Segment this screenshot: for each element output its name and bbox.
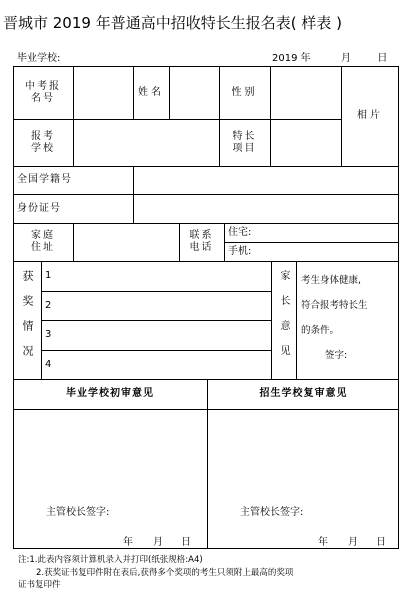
specialty-label: [219, 119, 270, 166]
award-field-2[interactable]: [73, 292, 271, 320]
awards-label-text: 获奖情况: [21, 270, 34, 370]
photo-box: 相片: [357, 110, 383, 121]
header-month: 月: [341, 53, 352, 64]
final-review-day: 日: [376, 537, 386, 548]
address-label-line-2: 住址: [31, 242, 55, 253]
initial-review-title: 毕业学校初审意见: [66, 388, 154, 399]
specialty-field[interactable]: [271, 120, 341, 166]
note-2: 2.获奖证书复印件附在表后,获得多个奖项的考生只须附上最高的奖项: [36, 568, 294, 578]
award-number-4: 4: [45, 358, 52, 370]
parent-statement: [301, 268, 397, 368]
home-phone-label: 住宅:: [228, 226, 252, 238]
parent-statement-line-3: 的条件。: [301, 325, 340, 336]
exam-no-label-line-2: 名号: [31, 92, 55, 104]
award-field-4[interactable]: [73, 351, 271, 379]
address-field[interactable]: [74, 224, 179, 261]
exam-no-label-line-1: 中考报: [25, 80, 61, 92]
final-review-year: 年: [318, 537, 328, 548]
mobile-field[interactable]: [224, 242, 399, 261]
gender-label: 性别: [231, 86, 258, 98]
award-number-3: 3: [45, 329, 52, 340]
final-review-month: 月: [348, 537, 358, 548]
award-number-1: 1: [45, 270, 52, 281]
name-field[interactable]: [170, 67, 219, 119]
initial-review-day: 日: [181, 537, 191, 548]
student-id-field[interactable]: [134, 167, 399, 194]
name-label: 姓名: [138, 86, 164, 98]
exam-school-field[interactable]: [74, 120, 219, 166]
home-phone-field[interactable]: [224, 223, 399, 242]
initial-principal-sign-label: 主管校长签字:: [46, 507, 110, 518]
parent-sign-label: 签字:: [325, 350, 348, 361]
id-card-field[interactable]: [134, 195, 399, 223]
exam-no-field[interactable]: [74, 67, 133, 119]
address-label-line-1: 家庭: [31, 230, 55, 241]
award-field-1[interactable]: [73, 262, 271, 291]
contact-label-line-1: 联系: [189, 230, 214, 241]
contact-label-line-2: 电话: [189, 242, 214, 253]
final-principal-sign-label: 主管校长签字:: [240, 507, 304, 518]
parent-statement-line-2: 符合报考特长生: [301, 300, 368, 311]
parent-statement-line-1: 考生身体健康,: [301, 275, 362, 286]
mobile-label: 手机:: [228, 245, 252, 257]
note-3: 证书复印件: [18, 580, 61, 590]
id-card-label: 身份证号: [17, 202, 61, 214]
note-1: 注:1.此表内容须计算机录入并打印(纸张规格:A4): [18, 555, 203, 565]
form-title: 晋城市 2019 年普通高中招收特长生报名表( 样表 ): [3, 14, 342, 32]
awards-label: [13, 261, 41, 379]
exam-school-label-line-2: 学校: [31, 142, 55, 154]
header-day: 日: [377, 53, 388, 64]
registration-form: [13, 66, 399, 549]
exam-school-label-line-1: 报考: [31, 130, 55, 142]
contact-label: [179, 223, 224, 261]
award-field-3[interactable]: [73, 321, 271, 350]
exam-no-label: [13, 66, 73, 119]
award-number-2: 2: [45, 299, 52, 311]
initial-review-year: 年: [123, 537, 133, 548]
final-review-field[interactable]: [208, 410, 398, 548]
exam-school-label: [13, 119, 73, 166]
final-review-title: 招生学校复审意见: [259, 388, 348, 399]
header-year: 2019 年: [272, 53, 311, 64]
initial-review-date: [123, 533, 191, 548]
graduation-school-label: 毕业学校:: [17, 53, 61, 64]
final-review-date: [318, 533, 386, 548]
initial-review-month: 月: [153, 537, 163, 548]
parent-opinion-label-text: 家长意见: [278, 270, 289, 370]
initial-review-field[interactable]: [14, 410, 207, 548]
header-date: [272, 49, 387, 64]
specialty-label-line-1: 特长: [232, 130, 257, 142]
student-id-label: 全国学籍号: [17, 174, 72, 185]
parent-opinion-label: [271, 261, 296, 379]
gender-field[interactable]: [271, 67, 341, 119]
address-label: [13, 223, 73, 261]
specialty-label-line-2: 项目: [232, 142, 257, 154]
